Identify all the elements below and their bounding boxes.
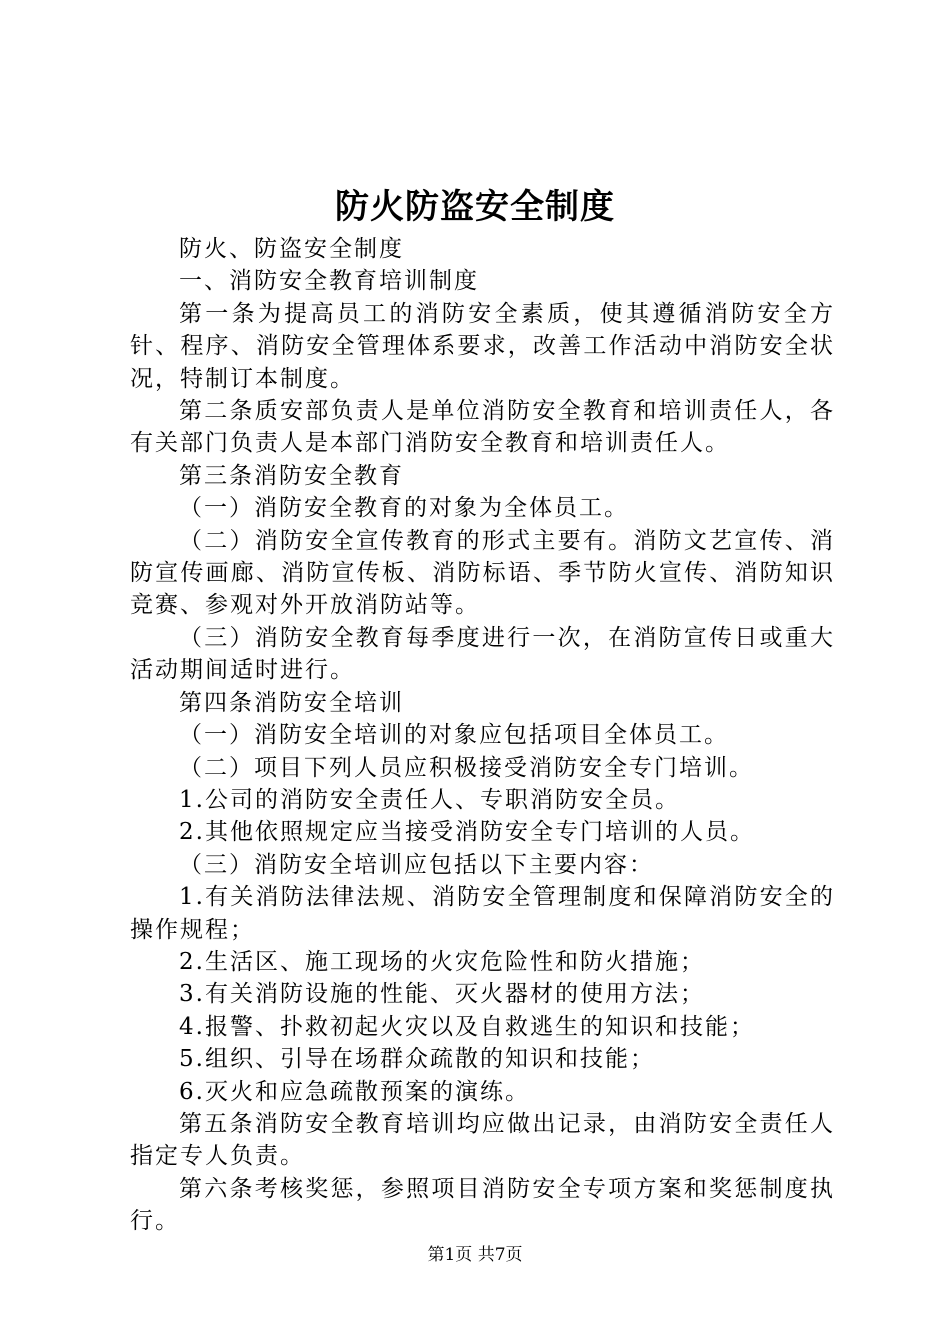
paragraph-subtitle: 防火、防盗安全制度 [179, 236, 404, 262]
article-3-item-3: （三）消防安全教育每季度进行一次，在消防宣传日或重大活动期间适时进行。 [130, 624, 835, 684]
list-item: 5.组织、引导在场群众疏散的知识和技能； [179, 1046, 655, 1073]
article-4-item-1: （一）消防安全培训的对象应包括项目全体员工。 [179, 722, 729, 749]
list-item: 3.有关消防设施的性能、灭火器材的使用方法； [179, 981, 705, 1008]
list-item: 2.生活区、施工现场的火灾危险性和防火措施； [179, 948, 705, 975]
article-3-heading: 第三条消防安全教育 [179, 462, 404, 489]
list-item: 1.公司的消防安全责任人、专职消防安全员。 [179, 786, 680, 813]
article-3-item-2: （二）消防安全宣传教育的形式主要有。消防文艺宣传、消防宣传画廊、消防宣传板、消防标语、季节防火宣传、消防知识竞赛、参观对外开放消防站等。 [130, 527, 835, 619]
page-footer: 第1页 共7页 [427, 1245, 523, 1265]
document-body [130, 233, 835, 1238]
article-4-heading: 第四条消防安全培训 [179, 689, 404, 716]
list-item: 4.报警、扑救初起火灾以及自救逃生的知识和技能； [179, 1013, 755, 1040]
list-item: 1.有关消防法律法规、消防安全管理制度和保障消防安全的操作规程； [130, 884, 835, 943]
article-3-item-1: （一）消防安全教育的对象为全体员工。 [179, 495, 629, 522]
document-title: 防火防盗安全制度 [335, 187, 615, 227]
list-item: 2.其他依照规定应当接受消防安全专门培训的人员。 [179, 819, 755, 846]
article-5: 第五条消防安全教育培训均应做出记录，由消防安全责任人指定专人负责。 [130, 1110, 835, 1170]
article-4-item-2: （二）项目下列人员应积极接受消防安全专门培训。 [179, 754, 754, 781]
article-1: 第一条为提高员工的消防安全素质，使其遵循消防安全方针、程序、消防安全管理体系要求，改善工作活动中消防安全状况，特制订本制度。 [130, 300, 835, 392]
article-2: 第二条质安部负责人是单位消防安全教育和培训责任人，各有关部门负责人是本部门消防安全教育和培训责任人。 [130, 398, 835, 457]
article-6: 第六条考核奖惩，参照项目消防安全专项方案和奖惩制度执行。 [130, 1175, 835, 1235]
article-4-item-3: （三）消防安全培训应包括以下主要内容： [179, 851, 654, 878]
list-item: 6.灭火和应急疏散预案的演练。 [179, 1078, 530, 1105]
section-heading: 一、消防安全教育培训制度 [179, 268, 479, 295]
